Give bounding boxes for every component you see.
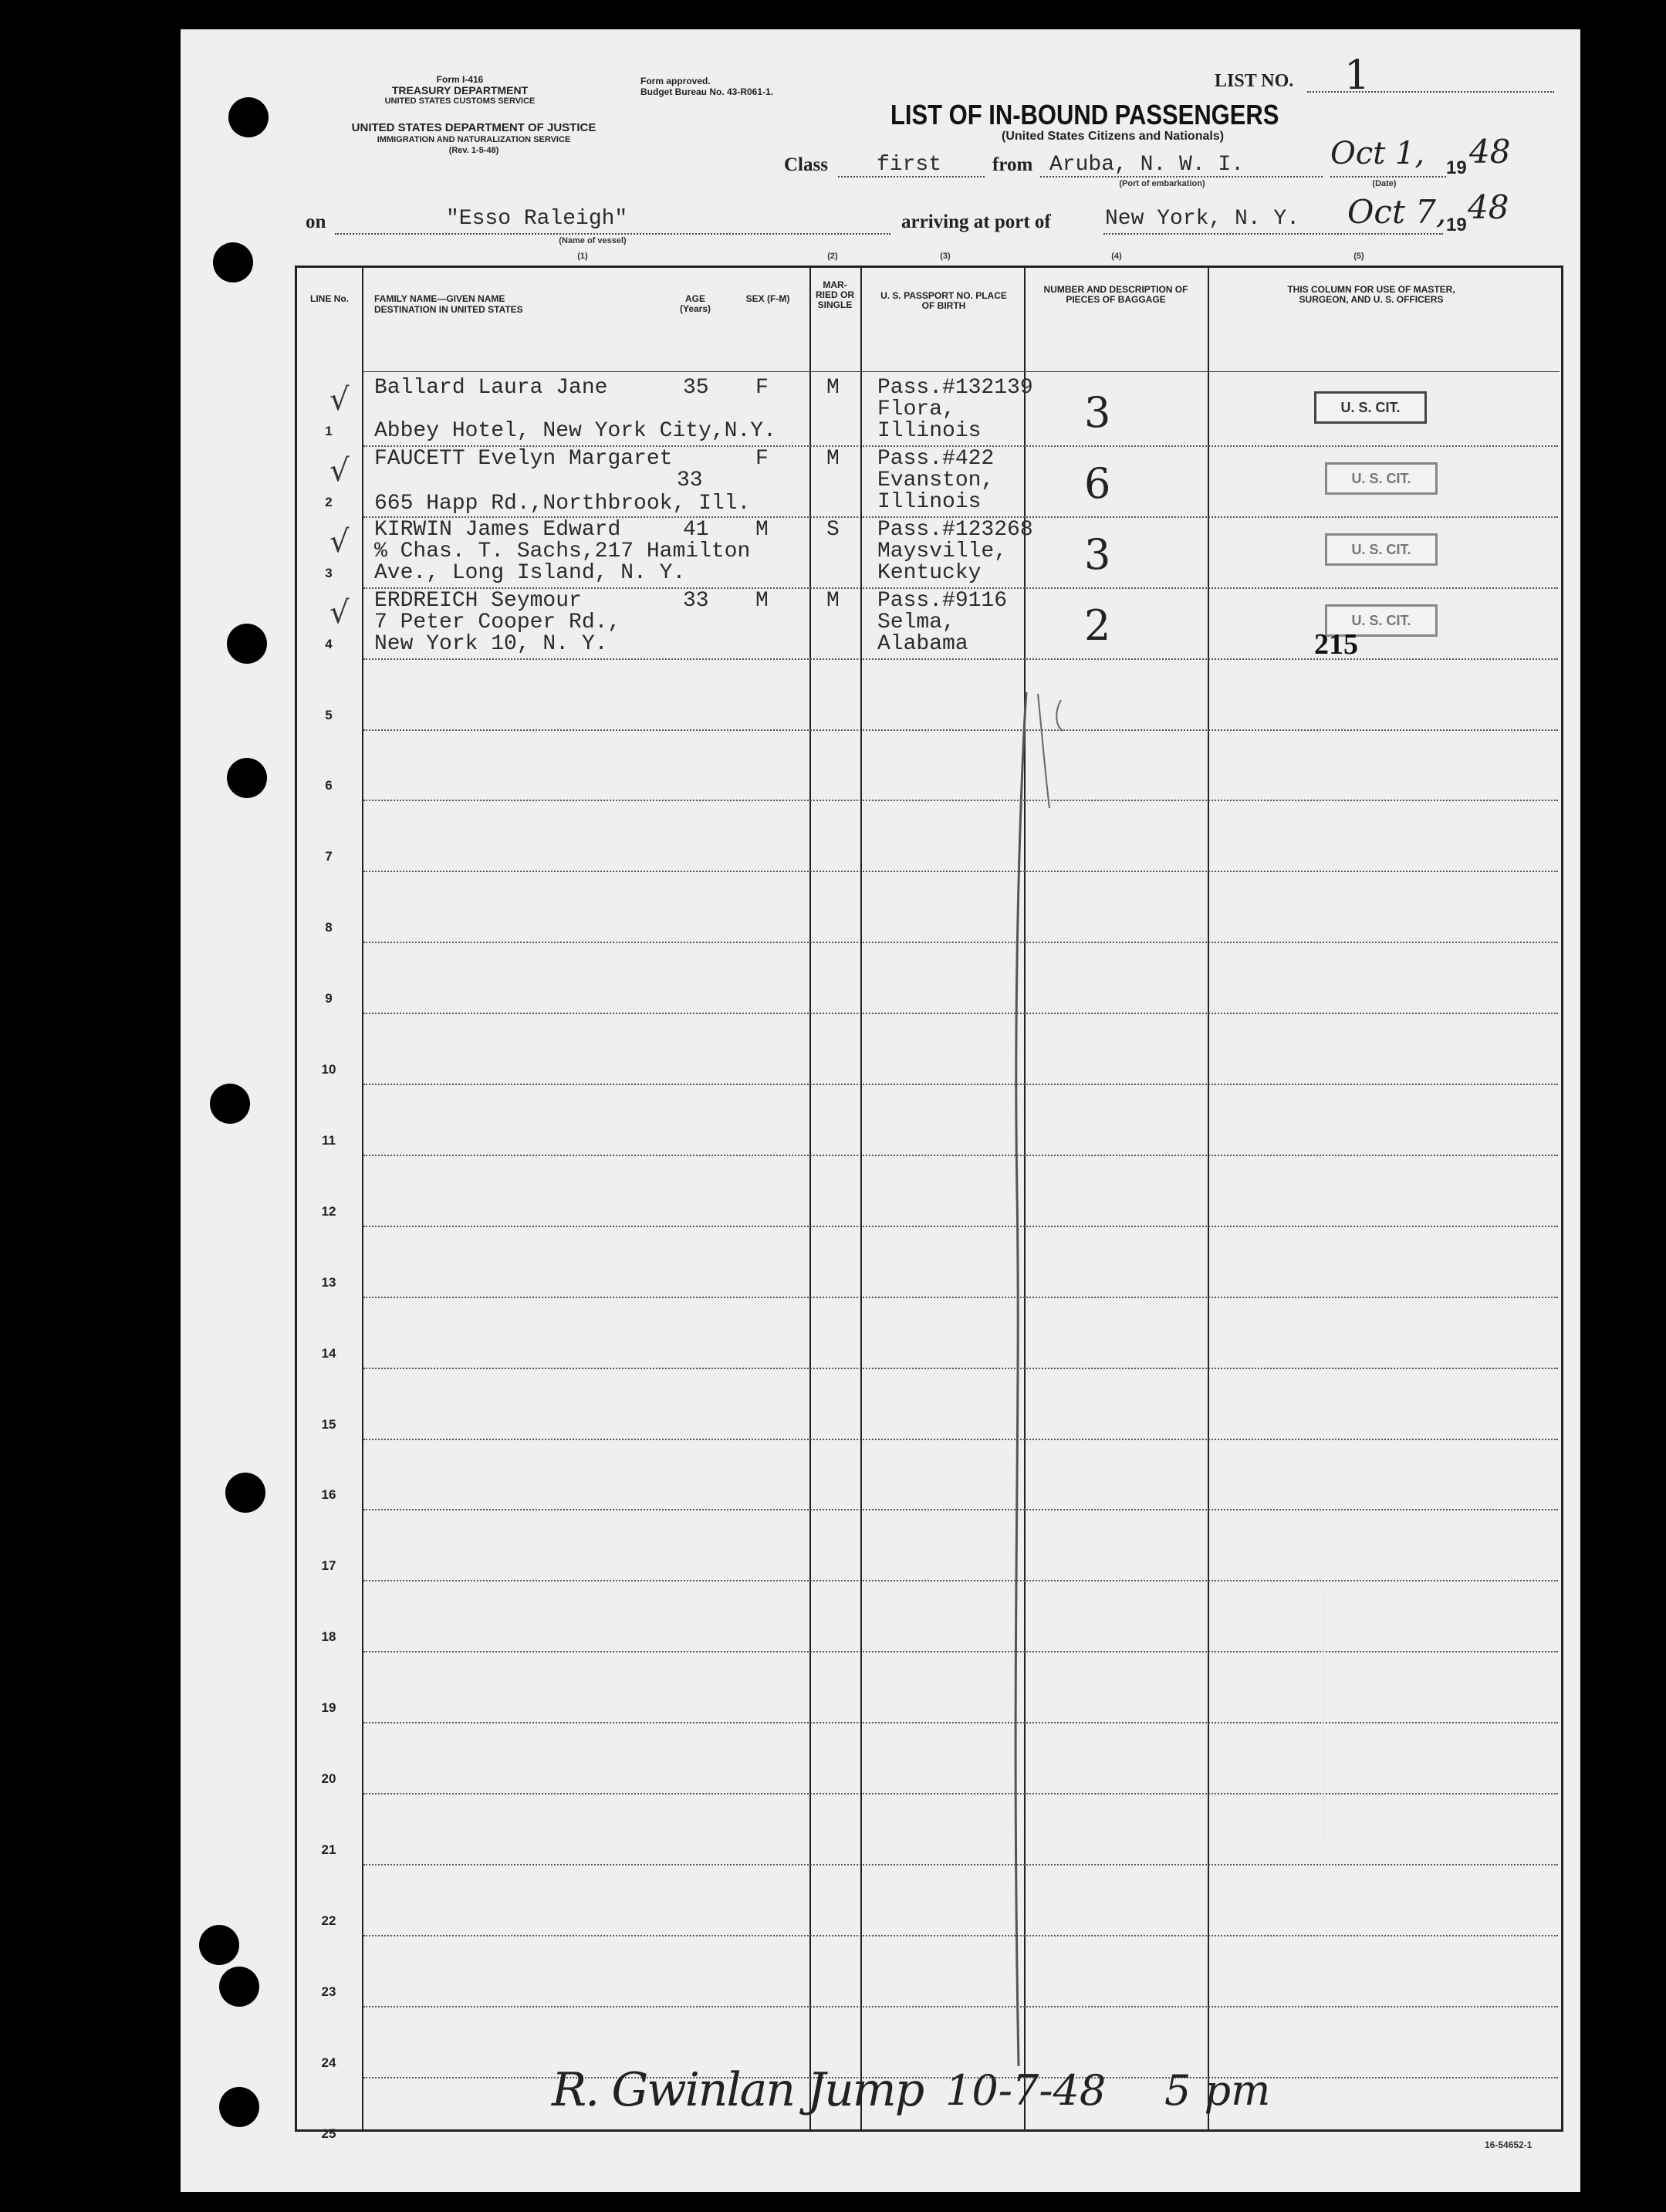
header-officers: THIS COLUMN FOR USE OF MASTER, SURGEON, AND U. S. OFFICERS [1287, 284, 1455, 305]
signature: R. Gwinlan Jump [552, 2063, 924, 2117]
vessel-caption: (Name of vessel) [559, 236, 627, 245]
passenger-name: ERDREICH Seymour [374, 588, 582, 613]
birth-place-state: Alabama [877, 631, 968, 656]
col-number-4: (4) [1111, 252, 1122, 261]
row-number: 17 [321, 1558, 336, 1574]
class-label: Class [784, 154, 828, 175]
row-number: 23 [321, 1984, 336, 1999]
baggage-count: 3 [1084, 388, 1111, 437]
binder-hole [213, 242, 253, 282]
row-number: 8 [325, 920, 333, 935]
citizen-stamp: U. S. CIT. [1325, 462, 1438, 495]
row-number: 21 [321, 1842, 336, 1857]
birth-place-city: Evanston, [877, 468, 995, 492]
binder-hole [199, 1925, 239, 1965]
check-mark: √ [329, 523, 350, 560]
binder-hole [228, 97, 269, 137]
baggage-count: 2 [1084, 600, 1111, 650]
passport-number: Pass.#123268 [877, 517, 1033, 542]
destination-line-1: 7 Peter Cooper Rd., [374, 610, 621, 634]
row-number: 16 [321, 1487, 336, 1503]
arrival-port: New York, N. Y. [1105, 207, 1300, 231]
passport-number: Pass.#422 [877, 446, 995, 471]
treasury-department: TREASURY DEPARTMENT [391, 84, 529, 96]
form-code: 16-54652-1 [1485, 2139, 1533, 2150]
binder-hole [219, 1967, 259, 2007]
from-label: from [992, 154, 1033, 175]
baggage-count: 6 [1084, 458, 1111, 508]
header-family-name: FAMILY NAME—GIVEN NAME [374, 293, 505, 304]
binder-hole [227, 624, 267, 664]
row-number: 22 [321, 1913, 336, 1928]
row-number: 25 [321, 2126, 336, 2141]
row-number: 3 [325, 565, 333, 580]
row-number: 12 [321, 1203, 336, 1219]
header-line-no: LINE No. [310, 293, 349, 304]
citizen-stamp: U. S. CIT. [1325, 533, 1438, 566]
row-number: 1 [325, 423, 333, 438]
col-number-2: (2) [827, 252, 838, 261]
arrival-line [1103, 233, 1443, 235]
binder-hole [225, 1473, 265, 1513]
header-destination: DESTINATION IN UNITED STATES [374, 304, 523, 315]
row-number: 14 [321, 1345, 336, 1361]
row-number: 4 [325, 636, 333, 651]
passenger-sex: F [755, 446, 769, 471]
date-caption: (Date) [1372, 179, 1397, 188]
document-subtitle: (United States Citizens and Nationals) [1002, 130, 1225, 143]
department-of-justice: UNITED STATES DEPARTMENT OF JUSTICE [351, 121, 596, 134]
passenger-table [295, 266, 1563, 2141]
passenger-list-page [181, 29, 1580, 2192]
row-number: 18 [321, 1629, 336, 1645]
birth-place-state: Kentucky [877, 560, 982, 585]
passenger-name: FAUCETT Evelyn Margaret [374, 446, 673, 471]
binder-hole [219, 2087, 259, 2127]
row-number: 9 [325, 991, 333, 1006]
form-number: Form I-416 [436, 74, 484, 85]
arrival-year-prefix: 19 [1446, 215, 1467, 235]
note-time: 5 pm [1164, 2066, 1271, 2115]
date-line [1330, 176, 1446, 178]
row-number: 24 [321, 2055, 336, 2070]
passport-number: Pass.#132139 [877, 376, 1033, 400]
list-number-value: 1 [1344, 52, 1370, 99]
document-title: LIST OF IN-BOUND PASSENGERS [890, 99, 1279, 130]
passenger-marital: S [826, 517, 840, 542]
row-number: 13 [321, 1274, 336, 1290]
check-mark: √ [329, 452, 350, 489]
header-sex: SEX (F-M) [745, 293, 790, 304]
note-date: 10-7-48 [945, 2066, 1107, 2115]
departure-year: 48 [1469, 133, 1511, 171]
class-value: first [877, 153, 942, 177]
port-of-embarkation: Aruba, N. W. I. [1049, 153, 1245, 177]
vessel-line [335, 233, 890, 235]
birth-place-city: Flora, [877, 397, 955, 421]
row-number: 10 [321, 1062, 336, 1077]
check-mark: √ [329, 594, 350, 631]
arriving-label: arriving at port of [901, 211, 1051, 232]
header-passport: U. S. PASSPORT NO. PLACE OF BIRTH [880, 290, 1007, 311]
revision-date: (Rev. 1-5-48) [448, 146, 499, 155]
passenger-sex: M [755, 588, 769, 613]
passenger-age: 41 [683, 517, 709, 542]
port-embark-caption: (Port of embarkation) [1119, 179, 1205, 188]
on-label: on [306, 211, 326, 232]
list-number-label: LIST NO. [1215, 71, 1294, 91]
vessel-name: "Esso Raleigh" [446, 207, 628, 231]
binder-hole [210, 1084, 250, 1124]
arrival-date: Oct 7, [1347, 193, 1447, 231]
passenger-sex: M [755, 517, 769, 542]
destination-line-2: Ave., Long Island, N. Y. [374, 560, 686, 585]
officer-number: 215 [1314, 628, 1358, 661]
customs-service: UNITED STATES CUSTOMS SERVICE [384, 96, 536, 106]
passenger-name: Ballard Laura Jane [374, 376, 608, 400]
col-number-5: (5) [1353, 252, 1364, 261]
check-mark: √ [329, 382, 350, 418]
citizen-stamp: U. S. CIT. [1314, 391, 1427, 424]
bleed-through [1323, 1595, 1556, 1842]
ins-service: IMMIGRATION AND NATURALIZATION SERVICE [377, 135, 571, 144]
arrival-year: 48 [1468, 188, 1509, 226]
header-married: MAR- RIED OR SINGLE [815, 279, 854, 310]
header-baggage: NUMBER AND DESCRIPTION OF PIECES OF BAGGAGE [1043, 284, 1188, 305]
birth-place-city: Selma, [877, 610, 955, 634]
row-number: 19 [321, 1700, 336, 1716]
row-number: 7 [325, 849, 333, 864]
row-number: 5 [325, 707, 333, 722]
row-number: 20 [321, 1771, 336, 1786]
col-number-3: (3) [940, 252, 951, 261]
passenger-age: 33 [683, 588, 709, 613]
destination-line-1: 665 Happ Rd.,Northbrook, Ill. [374, 491, 751, 516]
birth-place-state: Illinois [877, 489, 982, 514]
departure-date: Oct 1, [1330, 136, 1425, 171]
row-number: 6 [325, 778, 333, 793]
binder-hole [227, 758, 267, 798]
passenger-marital: M [826, 376, 840, 400]
passenger-sex: F [755, 376, 769, 400]
birth-place-city: Maysville, [877, 539, 1008, 563]
passport-number: Pass.#9116 [877, 588, 1008, 613]
passenger-marital: M [826, 446, 840, 471]
row-number: 15 [321, 1416, 336, 1432]
birth-place-state: Illinois [877, 419, 982, 443]
baggage-count: 3 [1084, 529, 1111, 579]
passenger-marital: M [826, 588, 840, 613]
citizen-stamp: U. S. CIT. [1325, 604, 1438, 637]
budget-bureau: Budget Bureau No. 43-R061-1. [640, 86, 774, 97]
row-number: 11 [322, 1132, 336, 1148]
pencil-stroke [297, 268, 1563, 2128]
passenger-age: 33 [677, 468, 703, 492]
destination-line-1: % Chas. T. Sachs,217 Hamilton [374, 539, 751, 563]
destination-line-2: New York 10, N. Y. [374, 631, 608, 656]
passenger-age: 35 [683, 376, 709, 400]
form-approved: Form approved. [640, 76, 711, 86]
destination-line-1: Abbey Hotel, New York City,N.Y. [374, 419, 776, 443]
col-number-1: (1) [577, 252, 588, 261]
passenger-name: KIRWIN James Edward [374, 517, 621, 542]
year-prefix: 19 [1446, 157, 1467, 178]
row-number: 2 [325, 494, 333, 509]
header-age: AGE (Years) [679, 293, 711, 314]
